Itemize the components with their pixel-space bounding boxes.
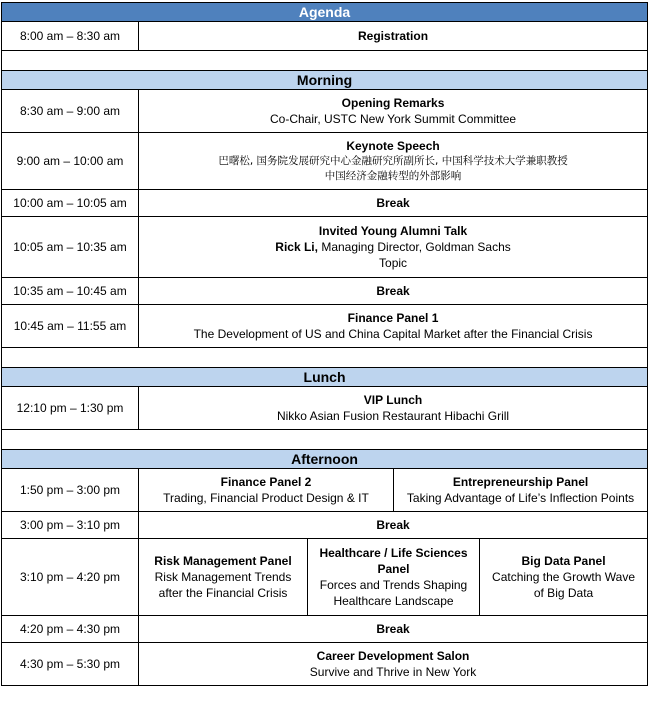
speaker-role: Managing Director, Goldman Sachs: [317, 240, 511, 254]
time-cell: 12:10 pm – 1:30 pm: [2, 387, 139, 430]
time-cell: 3:10 pm – 4:20 pm: [2, 539, 139, 616]
opening-row: [2, 90, 648, 133]
break-row: [2, 278, 648, 305]
afternoon-header-row: [2, 450, 648, 469]
session-detail: of Big Data: [533, 586, 594, 600]
spacer-row: [2, 430, 648, 450]
session-title: Invited Young Alumni Talk: [318, 224, 468, 238]
spacer-row: [2, 51, 648, 71]
time-cell: 10:35 am – 10:45 am: [2, 278, 139, 305]
session-title: Keynote Speech: [346, 139, 440, 153]
risk-cell: [139, 539, 308, 616]
session-detail: Trading, Financial Product Design & IT: [163, 491, 369, 505]
speaker-line: [142, 239, 644, 255]
session-detail: Forces and Trends Shaping: [319, 578, 468, 592]
time-cell: 3:00 pm – 3:10 pm: [2, 512, 139, 539]
session-detail: The Development of US and China Capital Market after the Financial Crisis: [193, 327, 593, 341]
session-title: Break: [376, 196, 410, 210]
session-detail: Risk Management Trends: [154, 570, 292, 584]
session-detail: after the Financial Crisis: [158, 586, 288, 600]
session-title: Entrepreneurship Panel: [452, 475, 589, 489]
session-detail: Catching the Growth Wave: [492, 570, 635, 584]
time-cell: 9:00 am – 10:00 am: [2, 133, 139, 190]
session-detail: Taking Advantage of Life’s Inflection Points: [406, 491, 635, 505]
session-title: Healthcare / Life Sciences: [319, 546, 468, 560]
bigdata-cell: [480, 539, 648, 616]
talk-topic: 中国经济金融转型的外部影响: [324, 170, 462, 182]
keynote-row: [2, 133, 648, 190]
alumni-row: [2, 217, 648, 278]
lunch-heading: Lunch: [2, 368, 648, 387]
panels1-row: [2, 469, 648, 512]
lunch-header-row: [2, 368, 648, 387]
break-row: [2, 616, 648, 643]
session-title: Break: [376, 284, 410, 298]
session-title: VIP Lunch: [363, 393, 423, 407]
session-title: Risk Management Panel: [154, 554, 292, 568]
registration-row: [2, 22, 648, 51]
time-cell: 10:00 am – 10:05 am: [2, 190, 139, 217]
agenda-table: [1, 2, 648, 686]
session-detail: Nikko Asian Fusion Restaurant Hibachi Grill: [276, 409, 510, 423]
session-title: Big Data Panel: [521, 554, 606, 568]
panels2-row: [2, 539, 648, 616]
agenda-heading: Agenda: [2, 3, 648, 22]
healthcare-cell: [308, 539, 480, 616]
finance1-row: [2, 305, 648, 348]
session-title: Break: [376, 518, 410, 532]
morning-header-row: [2, 71, 648, 90]
session-detail: Topic: [379, 256, 408, 270]
session-detail: Co-Chair, USTC New York Summit Committee: [269, 112, 517, 126]
afternoon-heading: Afternoon: [2, 450, 648, 469]
morning-heading: Morning: [2, 71, 648, 90]
speaker-name: Rick Li,: [275, 240, 318, 254]
speaker-detail: 巴曙松, 国务院发展研究中心金融研究所副所长, 中国科学技术大学兼职教授: [218, 155, 568, 167]
session-title: Career Development Salon: [316, 649, 470, 663]
vip-lunch-row: [2, 387, 648, 430]
finance2-cell: [139, 469, 394, 512]
agenda-header-row: [2, 3, 648, 22]
time-cell: 4:30 pm – 5:30 pm: [2, 643, 139, 686]
break-row: [2, 512, 648, 539]
session-title: Finance Panel 1: [347, 311, 439, 325]
session-detail: Survive and Thrive in New York: [309, 665, 477, 679]
session-title: Opening Remarks: [341, 96, 445, 110]
time-cell: 10:45 am – 11:55 am: [2, 305, 139, 348]
time-cell: 8:00 am – 8:30 am: [2, 22, 139, 51]
time-cell: 1:50 pm – 3:00 pm: [2, 469, 139, 512]
session-title: Registration: [358, 29, 429, 43]
session-detail: Healthcare Landscape: [333, 594, 454, 608]
break-row: [2, 190, 648, 217]
session-title: Panel: [377, 562, 410, 576]
session-title: Finance Panel 2: [220, 475, 312, 489]
time-cell: 8:30 am – 9:00 am: [2, 90, 139, 133]
spacer-row: [2, 348, 648, 368]
career-row: [2, 643, 648, 686]
entrepreneurship-cell: [394, 469, 648, 512]
time-cell: 10:05 am – 10:35 am: [2, 217, 139, 278]
time-cell: 4:20 pm – 4:30 pm: [2, 616, 139, 643]
session-title: Break: [376, 622, 410, 636]
